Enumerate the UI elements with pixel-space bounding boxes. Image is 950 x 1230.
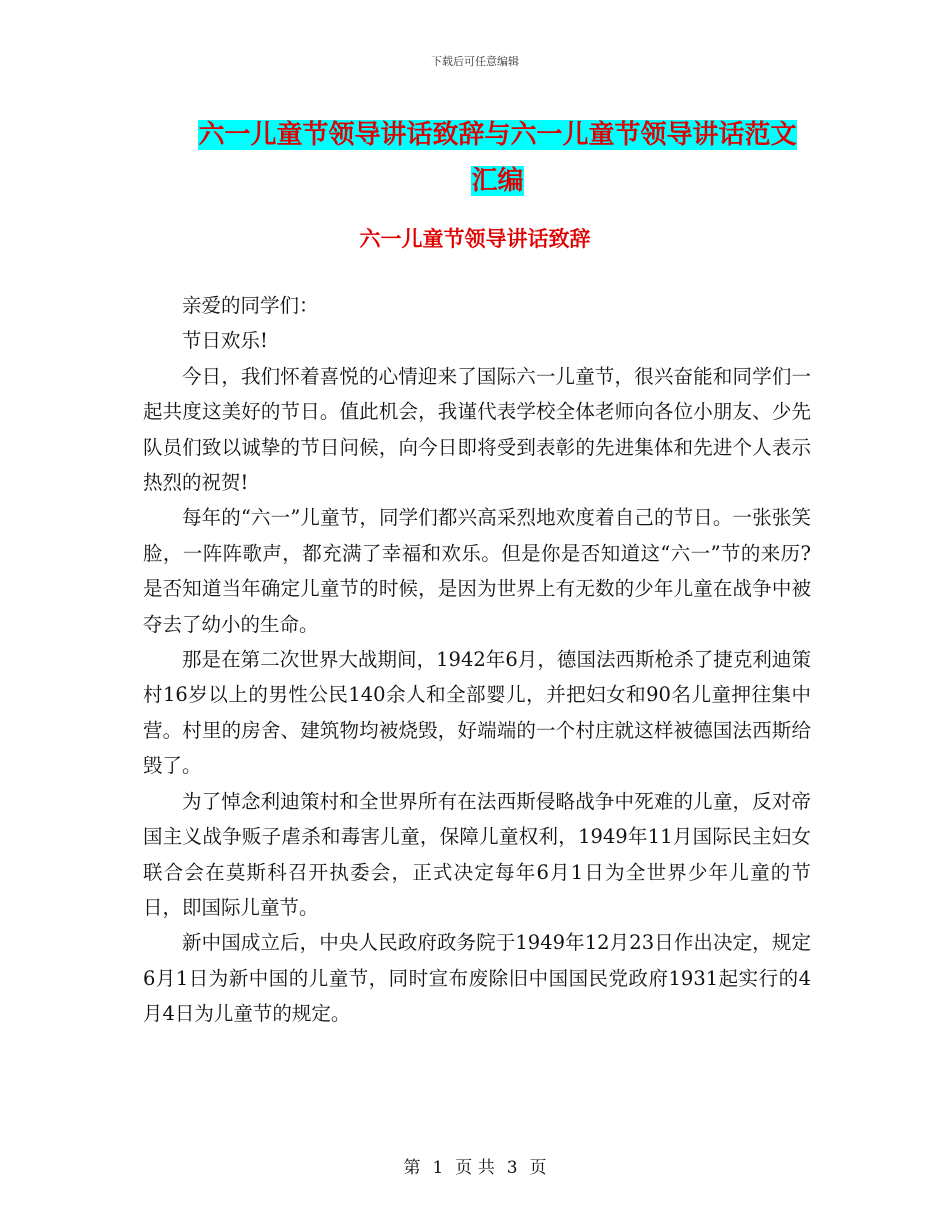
salutation: 亲爱的同学们： (182, 294, 319, 317)
page-mid: 页 共 (455, 1158, 495, 1178)
page-prefix: 第 (403, 1158, 421, 1178)
paragraph: 新中国成立后，中央人民政府政务院于1949年12月23日作出决定，规定6月1日为新中国的儿童节，同时宣布废除旧中国国民党政府1931起实行的4月4日为儿童节的规定。 (143, 931, 811, 1026)
page-total: 3 (506, 1158, 518, 1178)
page-footer (0, 1153, 950, 1178)
paragraph: 今日，我们怀着喜悦的心情迎来了国际六一儿童节，很兴奋能和同学们一起共度这美好的节日。值此机会，我谨代表学校全体老师向各位小朋友、少先队员们致以诚挚的节日问候，向今日即将受到表彰的先进集体和先进个人表示热烈的祝贺! (143, 364, 811, 495)
page-number: 1 (432, 1158, 444, 1178)
paragraph: 那是在第二次世界大战期间，1942年6月，德国法西斯枪杀了捷克利迪策村16岁以上的男性公民140余人和全部婴儿，并把妇女和90名儿童押往集中营。村里的房舍、建筑物均被烧毁，好端端的一个村庄就这样被德国法西斯给毁了。 (143, 648, 811, 778)
document-body (143, 288, 811, 1032)
paragraph: 为了悼念利迪策村和全世界所有在法西斯侵略战争中死难的儿童，反对帝国主义战争贩子虐杀和毒害儿童，保障儿童权利，1949年11月国际民主妇女联合会在莫斯科召开执委会，正式决定每年6月1日为全世界少年儿童的节日，即国际儿童节。 (143, 789, 811, 919)
section-title: 六一儿童节领导讲话致辞 (359, 227, 591, 251)
greeting: 节日欢乐! (182, 329, 268, 353)
page-suffix: 页 (529, 1158, 547, 1178)
title-line-1: 六一儿童节领导讲话致辞与六一儿童节领导讲话范文 (198, 120, 797, 150)
paragraph: 每年的“六一”儿童节，同学们都兴高采烈地欢度着自己的节日。一张张笑脸，一阵阵歌声，都充满了幸福和欢乐。但是你是否知道这“六一”节的来历?是否知道当年确定儿童节的时候，是因为世界上有无数的少年儿童在战争中被夺去了幼小的生命。 (143, 506, 811, 636)
header-note: 下载后可任意编辑 (431, 55, 519, 68)
document-title (190, 112, 805, 204)
title-line-2: 汇编 (471, 166, 524, 196)
